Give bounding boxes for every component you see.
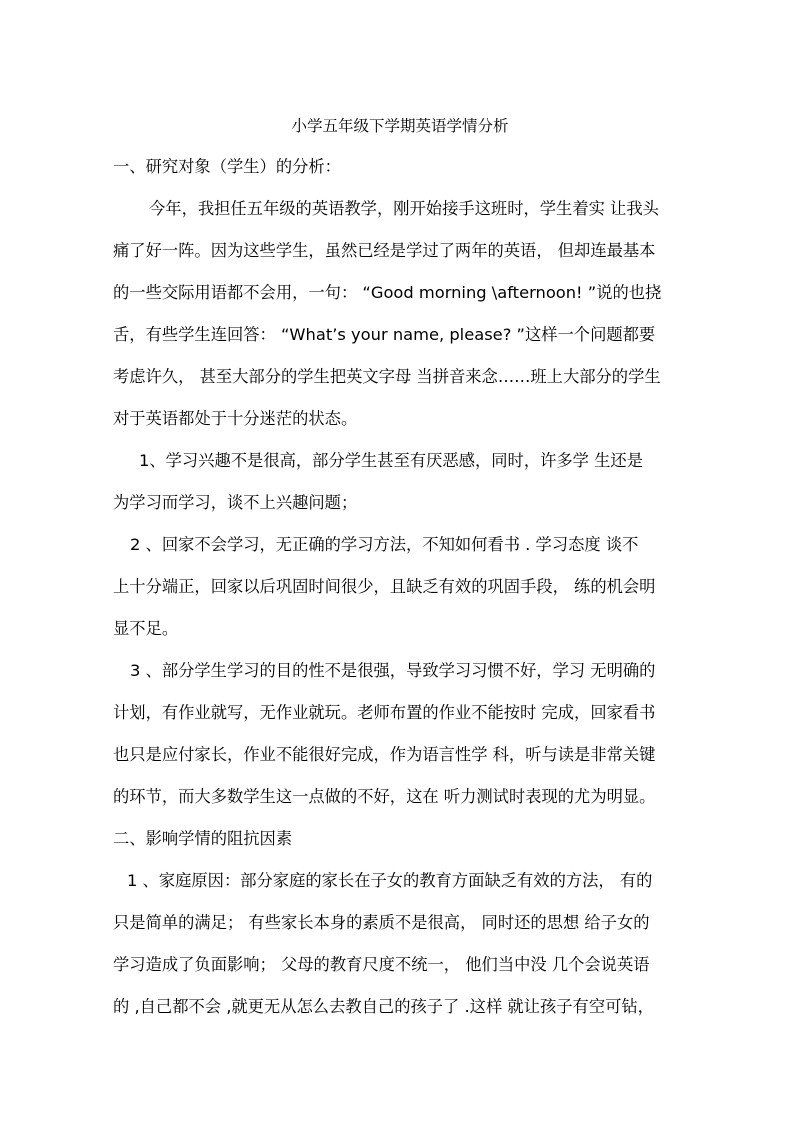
paragraph-line: 学习造成了负面影响； 父母的教育尺度不统一， 他们当中没 几个会说英语 xyxy=(113,955,650,974)
paragraph-line: 上十分端正，回家以后巩固时间很少，且缺乏有效的巩固手段， 练的机会明 xyxy=(113,577,656,596)
paragraph-line: 痛了好一阵。因为这些学生，虽然已经是学过了两年的英语， 但却连最基本 xyxy=(113,241,656,260)
paragraph-line: 今年，我担任五年级的英语教学，刚开始接手这班时，学生着实 让我头 xyxy=(149,199,659,218)
paragraph-line: 为学习而学习，谈不上兴趣问题； xyxy=(113,493,358,512)
paragraph-line: 的 ,自己都不会 ,就更无从怎么去教自己的孩子了 .这样 就让孩子有空可钻， xyxy=(113,997,654,1016)
paragraph-line: 舌，有些学生连回答： “What’s your name, please? ”这样一个问题都要 xyxy=(113,325,656,344)
document-title: 小学五年级下学期英语学情分析 xyxy=(291,117,509,135)
paragraph-line: 2 、回家不会学习，无正确的学习方法，不知如何看书 . 学习态度 谈不 xyxy=(130,535,639,554)
paragraph-line: 也只是应付家长，作业不能很好完成，作为语言性学 科，听与读是非常关键 xyxy=(113,745,656,764)
section-heading: 一、研究对象（学生）的分析： xyxy=(113,157,341,176)
paragraph-line: 1 、家庭原因：部分家庭的家长在子女的教育方面缺乏有效的方法， 有的 xyxy=(127,871,653,890)
paragraph-line: 显不足。 xyxy=(113,619,179,638)
paragraph-line: 考虑许久， 甚至大部分的学生把英文字母 当拼音来念……班上大部分的学生 xyxy=(113,367,661,386)
paragraph-line: 的一些交际用语都不会用，一句： “Good morning \afternoon! ”说的也挠 xyxy=(113,283,662,302)
paragraph-line: 计划，有作业就写，无作业就玩。老师布置的作业不能按时 完成，回家看书 xyxy=(113,703,656,722)
paragraph-line: 只是简单的满足； 有些家长本身的素质不是很高， 同时还的思想 给子女的 xyxy=(113,913,650,932)
paragraph-line: 的环节，而大多数学生这一点做的不好，这在 听力测试时表现的尤为明显。 xyxy=(113,787,656,806)
document-body xyxy=(113,146,688,1028)
paragraph-line: 1、学习兴趣不是很高，部分学生甚至有厌恶感，同时，许多学 生还是 xyxy=(139,451,643,470)
section-heading: 二、影响学情的阻抗因素 xyxy=(113,829,293,848)
paragraph-line: 3 、部分学生学习的目的性不是很强，导致学习习惯不好，学习 无明确的 xyxy=(130,661,656,680)
paragraph-line: 对于英语都处于十分迷茫的状态。 xyxy=(113,409,358,428)
